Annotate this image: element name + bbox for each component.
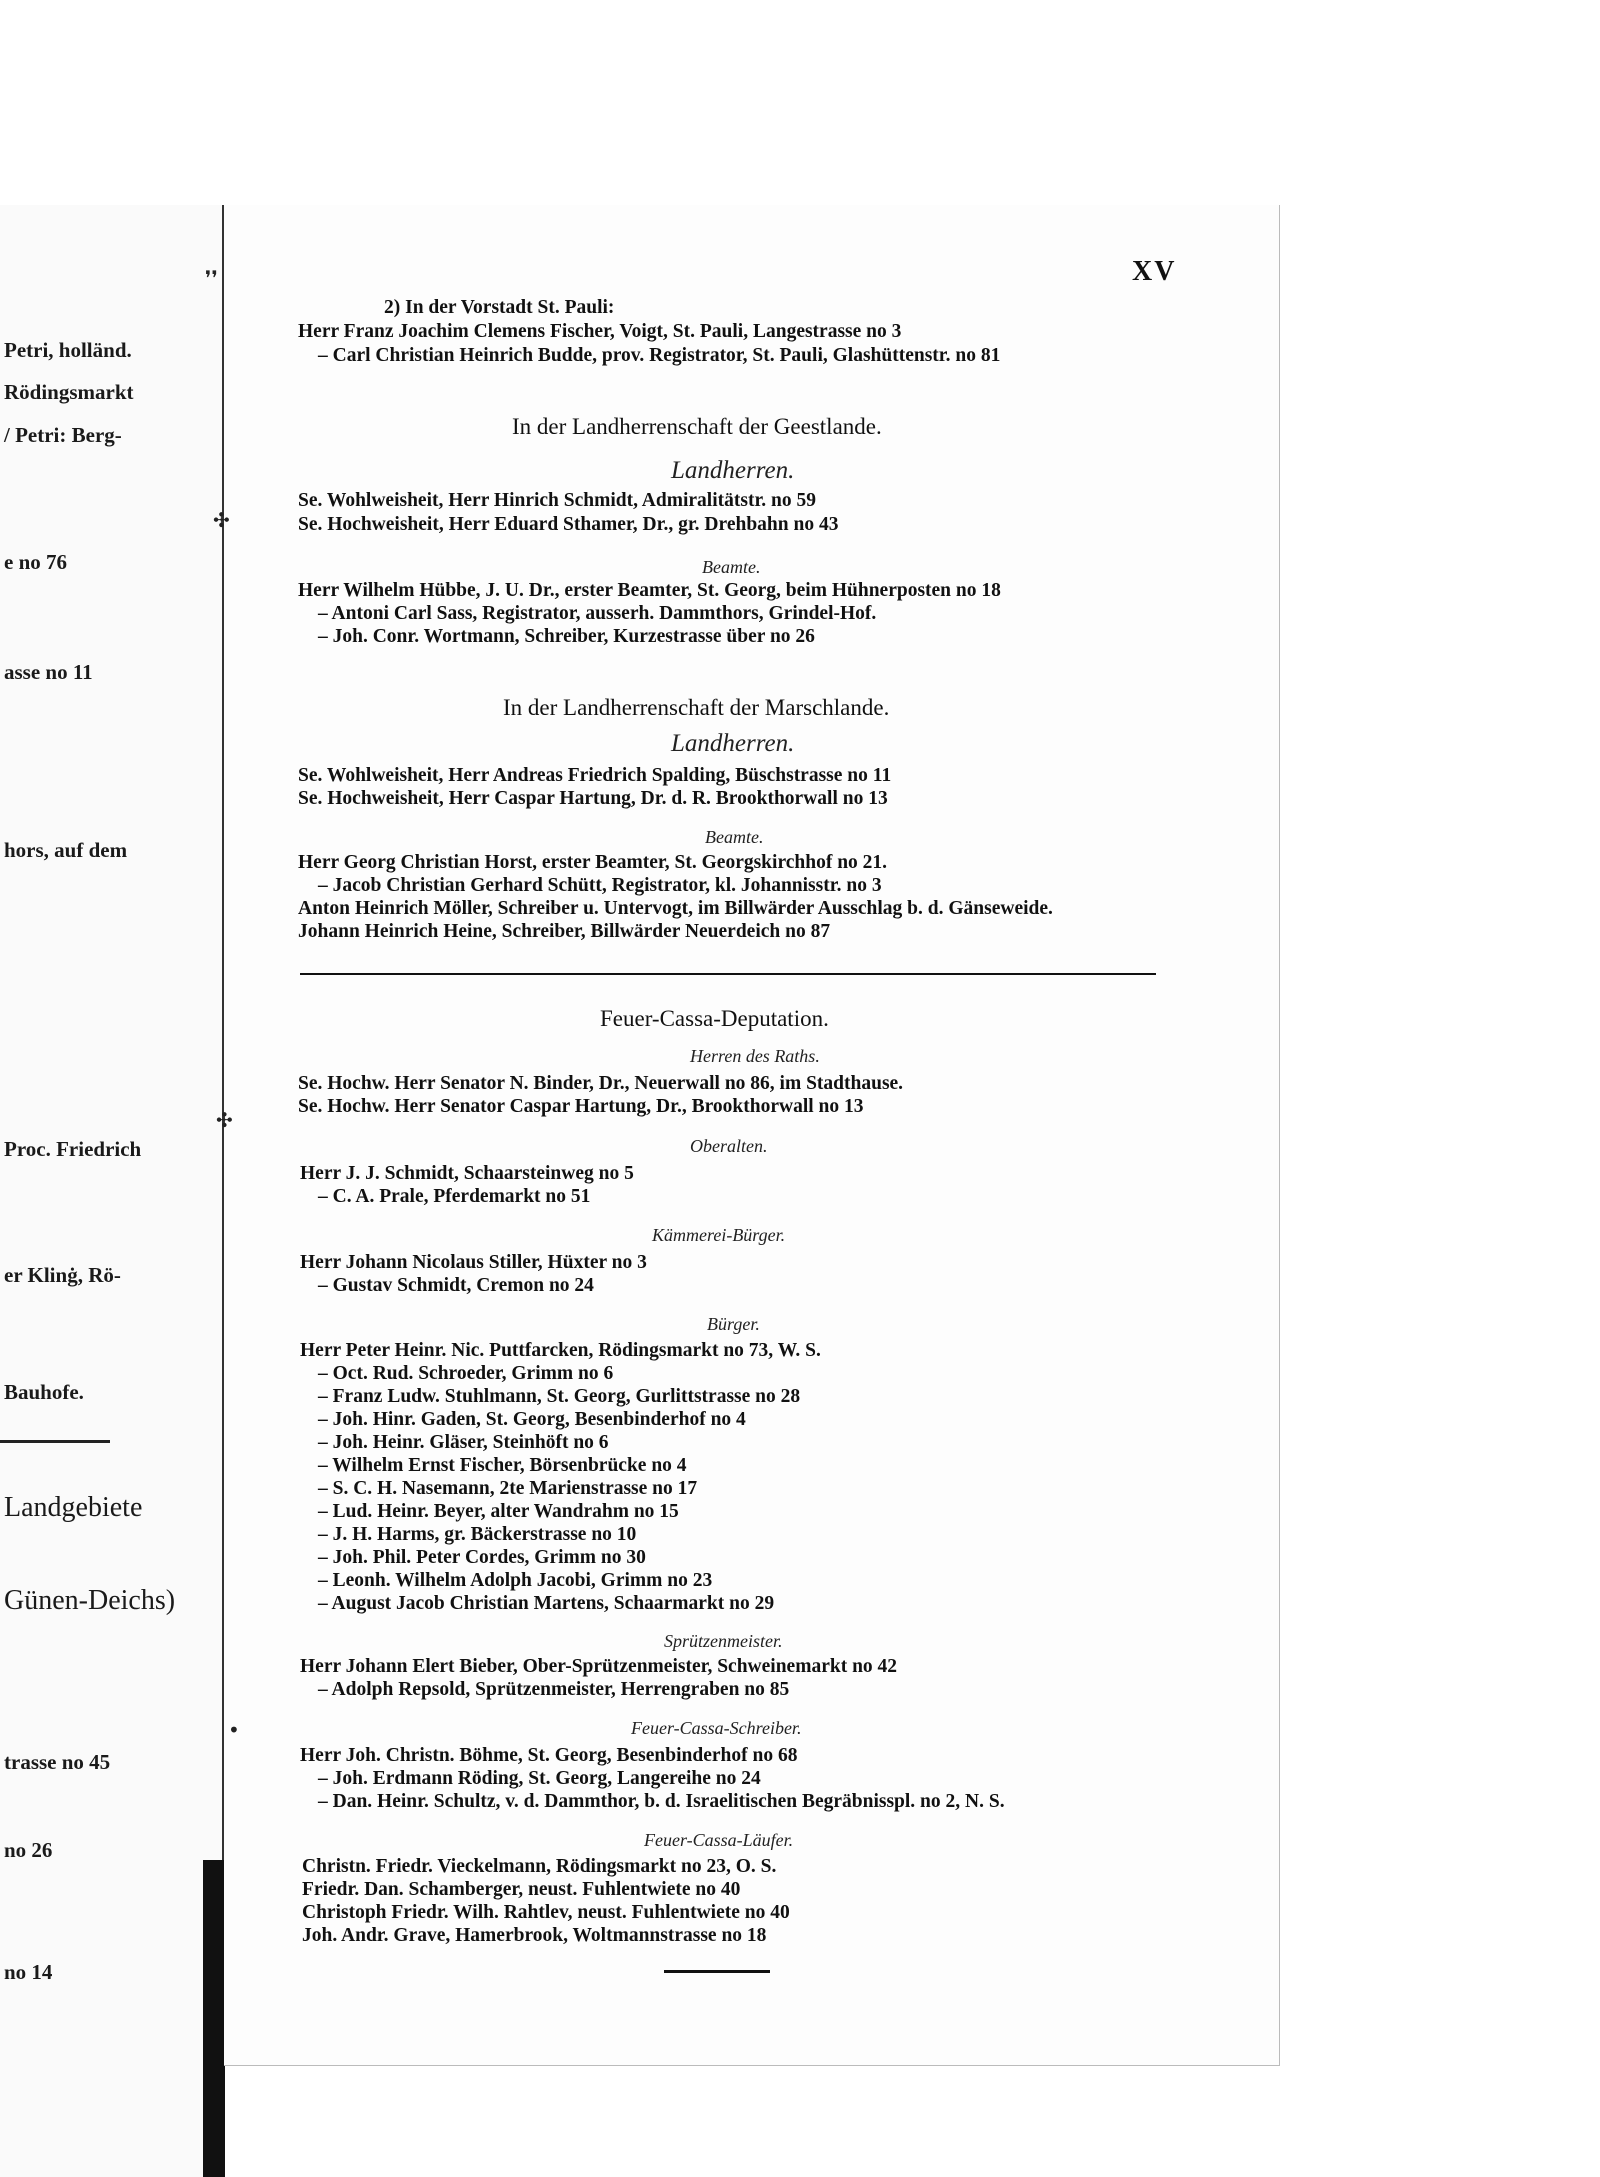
entry-line: Christn. Friedr. Vieckelmann, Rödingsmarkt no 23, O. S. [302,1856,777,1877]
page-number: XV [1132,256,1177,287]
subheading-schreiber: Feuer-Cassa-Schreiber. [631,1718,802,1738]
left-fragment-line: no 26 [4,1838,53,1862]
left-page-fragment [0,205,222,2177]
left-fragment-line: Landgebiete [4,1492,143,1523]
binding-shadow [203,1860,225,2177]
left-fragment-line: no 14 [4,1960,53,1984]
entry-line: – Adolph Repsold, Sprützenmeister, Herrengraben no 85 [318,1679,790,1700]
section-heading-feuer-cassa: Feuer-Cassa-Deputation. [600,1006,829,1031]
binding-mark-icon: ✣ [216,1108,233,1132]
subheading-rath: Herren des Raths. [690,1046,820,1066]
entry-line: – Joh. Erdmann Röding, St. Georg, Langereihe no 24 [318,1768,761,1789]
left-fragment-line: asse no 11 [4,660,93,684]
entry-line: – Joh. Conr. Wortmann, Schreiber, Kurzestrasse über no 26 [318,626,815,647]
entry-line: Herr Wilhelm Hübbe, J. U. Dr., erster Beamter, St. Georg, beim Hühnerposten no 18 [298,580,1001,601]
entry-line: – Joh. Phil. Peter Cordes, Grimm no 30 [318,1547,646,1568]
entry-line: – Leonh. Wilhelm Adolph Jacobi, Grimm no 23 [318,1570,713,1591]
entry-line: – Joh. Heinr. Gläser, Steinhöft no 6 [318,1432,609,1453]
entry-line: – Joh. Hinr. Gaden, St. Georg, Besenbinderhof no 4 [318,1409,746,1430]
entry-line: – Lud. Heinr. Beyer, alter Wandrahm no 15 [318,1501,679,1522]
section-divider-rule [300,973,1156,975]
entry-line: – Franz Ludw. Stuhlmann, St. Georg, Gurlittstrasse no 28 [318,1386,801,1407]
entry-line: Se. Wohlweisheit, Herr Andreas Friedrich Spalding, Büschstrasse no 11 [298,765,892,786]
scan-margin [0,0,1600,210]
entry-line: Joh. Andr. Grave, Hamerbrook, Woltmannstrasse no 18 [302,1925,767,1946]
left-fragment-line: Günen-Deichs) [4,1585,176,1616]
entry-line: – Gustav Schmidt, Cremon no 24 [318,1275,594,1296]
closing-divider-rule [664,1970,770,1973]
entry-line: – Carl Christian Heinrich Budde, prov. Registrator, St. Pauli, Glashüttenstr. no 81 [318,345,1001,366]
left-divider-rule [0,1440,110,1443]
entry-line: – Dan. Heinr. Schultz, v. d. Dammthor, b. d. Israelitischen Begräbnisspl. no 2, N. S. [318,1791,1005,1812]
entry-line: Herr Peter Heinr. Nic. Puttfarcken, Rödingsmarkt no 73, W. S. [300,1340,821,1361]
entry-line: – J. H. Harms, gr. Bäckerstrasse no 10 [318,1524,637,1545]
entry-line: Se. Hochweisheit, Herr Eduard Sthamer, Dr., gr. Drehbahn no 43 [298,514,839,535]
entry-line: Herr J. J. Schmidt, Schaarsteinweg no 5 [300,1163,634,1184]
left-fragment-line: trasse no 45 [4,1750,111,1774]
subheading-beamte: Beamte. [705,827,764,847]
entry-line: Herr Johann Nicolaus Stiller, Hüxter no 3 [300,1252,647,1273]
subheading-beamte: Beamte. [702,557,761,577]
left-fragment-line: er Klinġ, Rö- [4,1263,121,1287]
section-heading-marschlande: In der Landherrenschaft der Marschlande. [503,695,890,720]
entry-line: – Oct. Rud. Schroeder, Grimm no 6 [318,1363,614,1384]
subheading-landherren: Landherren. [671,730,795,757]
entry-line: – Antoni Carl Sass, Registrator, ausserh. Dammthors, Grindel-Hof. [318,603,877,624]
binding-mark-icon: • [228,1718,240,1742]
entry-line: Herr Georg Christian Horst, erster Beamter, St. Georgskirchhof no 21. [298,852,888,873]
entry-line: Se. Hochweisheit, Herr Caspar Hartung, Dr. d. R. Brookthorwall no 13 [298,788,888,809]
entry-line: Christoph Friedr. Wilh. Rahtlev, neust. Fuhlentwiete no 40 [302,1902,790,1923]
subheading-spruetzenmeister: Sprützenmeister. [664,1631,783,1651]
entry-line: Se. Hochw. Herr Senator Caspar Hartung, Dr., Brookthorwall no 13 [298,1096,864,1117]
left-fragment-line: Petri, holländ. [4,338,132,362]
subheading-oberalten: Oberalten. [690,1136,768,1156]
entry-line: Se. Hochw. Herr Senator N. Binder, Dr., Neuerwall no 86, im Stadthause. [298,1073,904,1094]
left-fragment-line: Bauhofe. [4,1380,84,1404]
binding-mark-icon: ❜❜ [205,266,218,290]
entry-line: Johann Heinrich Heine, Schreiber, Billwärder Neuerdeich no 87 [298,921,831,942]
subheading-laeufer: Feuer-Cassa-Läufer. [644,1830,794,1850]
left-fragment-line: Rödingsmarkt [4,380,134,404]
left-fragment-line: e no 76 [4,550,67,574]
left-fragment-line: hors, auf dem [4,838,128,862]
entry-line: Herr Joh. Christn. Böhme, St. Georg, Besenbinderhof no 68 [300,1745,798,1766]
entry-line: – C. A. Prale, Pferdemarkt no 51 [318,1186,591,1207]
left-fragment-line: / Petri: Berg- [4,423,122,447]
entry-line: Friedr. Dan. Schamberger, neust. Fuhlentwiete no 40 [302,1879,741,1900]
entry-line: Anton Heinrich Möller, Schreiber u. Untervogt, im Billwärder Ausschlag b. d. Gänseweide. [298,898,1053,919]
entry-line: Herr Franz Joachim Clemens Fischer, Voigt, St. Pauli, Langestrasse no 3 [298,321,902,342]
left-fragment-line: Proc. Friedrich [4,1137,142,1161]
binding-mark-icon: ✣ [213,508,230,532]
section-heading-geestlande: In der Landherrenschaft der Geestlande. [512,414,882,439]
section-heading-vorstadt: 2) In der Vorstadt St. Pauli: [384,297,615,318]
entry-line: – S. C. H. Nasemann, 2te Marienstrasse no 17 [318,1478,698,1499]
subheading-kaemmerei: Kämmerei-Bürger. [652,1225,786,1245]
entry-line: Se. Wohlweisheit, Herr Hinrich Schmidt, Admiralitätstr. no 59 [298,490,817,511]
subheading-landherren: Landherren. [671,457,795,484]
entry-line: – Wilhelm Ernst Fischer, Börsenbrücke no 4 [318,1455,687,1476]
entry-line: – August Jacob Christian Martens, Schaarmarkt no 29 [318,1593,775,1614]
entry-line: Herr Johann Elert Bieber, Ober-Sprützenmeister, Schweinemarkt no 42 [300,1656,898,1677]
subheading-buerger: Bürger. [707,1314,760,1334]
entry-line: – Jacob Christian Gerhard Schütt, Registrator, kl. Johannisstr. no 3 [318,875,882,896]
